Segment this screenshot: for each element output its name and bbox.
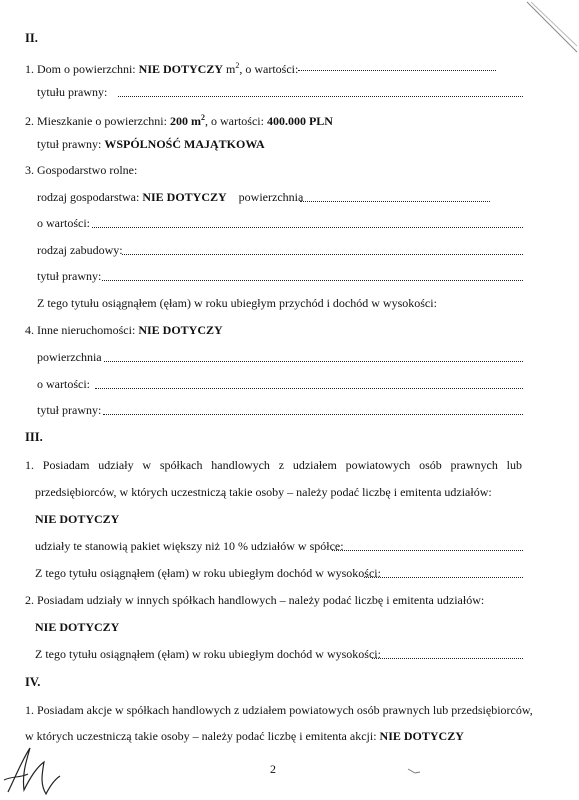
flat-title-line	[37, 136, 265, 152]
handwritten-signature	[0, 740, 70, 800]
scan-mark	[407, 767, 421, 777]
farm-building-dots	[122, 253, 523, 255]
other-shares-line: 2. Posiadam udziały w innych spółkach handlowych – należy podać liczbę i emitenta udziałów:	[25, 593, 485, 607]
other-shares-income-dots	[372, 657, 523, 659]
stocks-label: w których uczestniczą takie osoby – należy podać liczbę i emitenta akcji:	[25, 729, 380, 743]
other-shares-value: NIE DOTYCZY	[35, 620, 120, 634]
shares-value: NIE DOTYCZY	[35, 512, 120, 526]
section-heading-ii: II.	[25, 31, 38, 45]
other-worth-dots	[95, 387, 523, 389]
flat-area-value: 200 m	[169, 114, 201, 128]
farm-kind-line	[37, 189, 303, 205]
flat-area-sup: 2	[200, 113, 205, 122]
other-title-label: tytuł prawny:	[37, 403, 102, 417]
section-heading-iii: III.	[25, 430, 43, 444]
other-area-label: powierzchnia	[37, 350, 102, 364]
other-property-value: NIE DOTYCZY	[138, 323, 223, 337]
other-property-line	[25, 322, 223, 338]
farm-kind-label: rodzaj gospodarstwa:	[37, 190, 143, 204]
other-area-dots	[104, 360, 523, 362]
house-line	[25, 58, 298, 77]
other-worth-label: o wartości:	[37, 377, 90, 391]
stocks-paragraph-line1: 1. Posiadam akcje w spółkach handlowych z udziałem powiatowych osób prawnych lub przedsiębiorców,	[25, 703, 533, 717]
house-unit: m	[223, 62, 236, 76]
house-worth-dots	[298, 69, 496, 71]
page-number: 2	[270, 762, 276, 776]
farm-income-text: Z tego tytułu osiągnąłem (ęłam) w roku ubiegłym przychód i dochód w wysokości:	[37, 296, 437, 310]
flat-worth-value: 400.000 PLN	[266, 114, 333, 128]
other-property-label: 4. Inne nieruchomości:	[25, 323, 139, 337]
stocks-paragraph-line2	[25, 728, 464, 744]
shares-paragraph-line2: przedsiębiorców, w których uczestniczą takie osoby – należy podać liczbę i emitenta udziałów:	[35, 485, 492, 499]
shares-income-label: Z tego tytułu osiągnąłem (ęłam) w roku ubiegłym dochód w wysokości:	[35, 566, 381, 580]
farm-kind-value: NIE DOTYCZY	[142, 190, 227, 204]
house-unit-sup: 2	[235, 61, 240, 70]
house-title-label: tytułu prawny:	[37, 85, 108, 99]
shares-package-dots	[332, 549, 523, 551]
other-title-dots	[103, 413, 523, 415]
farm-area-dots	[300, 200, 490, 202]
flat-worth-label: , o wartości:	[204, 114, 267, 128]
other-shares-income-label: Z tego tytułu osiągnąłem (ęłam) w roku ubiegłym dochód w wysokości:	[35, 647, 381, 661]
farm-area-label: powierzchnia	[238, 190, 304, 204]
farm-title-dots	[102, 279, 523, 281]
stocks-value: NIE DOTYCZY	[379, 729, 464, 743]
farm-worth-label: o wartości:	[37, 216, 90, 230]
house-worth-label: , o wartości:	[239, 62, 299, 76]
farm-worth-dots	[92, 226, 523, 228]
section-heading-iv: IV.	[25, 675, 41, 689]
flat-title-label: tytuł prawny:	[37, 137, 105, 151]
house-label: 1. Dom o powierzchni:	[25, 62, 139, 76]
farm-title-label: tytuł prawny:	[37, 269, 102, 283]
scan-corner-mark	[509, 0, 579, 70]
flat-title-value: WSPÓLNOŚĆ MAJĄTKOWA	[104, 137, 265, 151]
farm-building-label: rodzaj zabudowy:	[37, 243, 123, 257]
flat-line	[25, 110, 333, 129]
shares-income-dots	[364, 576, 523, 578]
shares-package-label: udziały te stanowią pakiet większy niż 10 % udziałów w spółce:	[35, 539, 344, 553]
flat-label: 2. Mieszkanie o powierzchni:	[25, 114, 170, 128]
shares-paragraph-line1: 1. Posiadam udziały w spółkach handlowych z udziałem powiatowych osób prawnych lub	[25, 458, 522, 472]
house-value: NIE DOTYCZY	[138, 62, 224, 76]
house-title-dots	[118, 95, 523, 97]
farm-label: 3. Gospodarstwo rolne:	[25, 163, 138, 177]
